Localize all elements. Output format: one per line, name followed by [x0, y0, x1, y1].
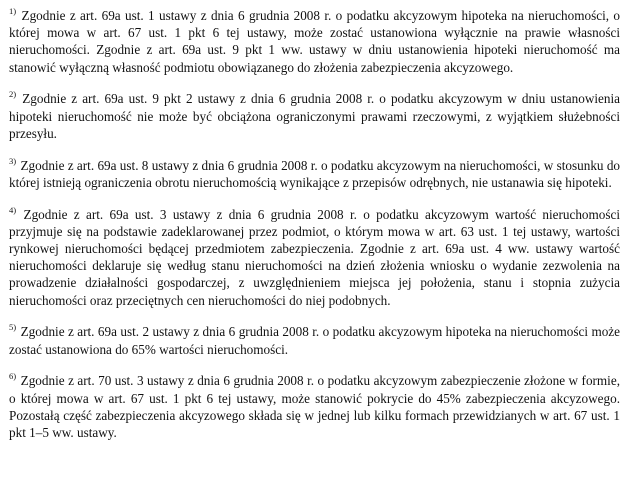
footnote-1: [9, 7, 620, 76]
footnote-marker: 5): [9, 322, 17, 333]
footnote-marker: 1): [9, 6, 17, 16]
footnote-marker: 6): [9, 371, 17, 382]
footnote-4: [9, 206, 620, 309]
footnote-5: [9, 323, 620, 357]
footnote-2: [9, 90, 620, 142]
footnote-marker: 3): [9, 155, 17, 166]
footnote-marker: 4): [9, 204, 17, 215]
footnote-text: Zgodnie z art. 69a ust. 9 pkt 2 ustawy z dnia 6 grudnia 2008 r. o podatku akcyzowym w dniu ustanowienia hipoteki nieruchomość nie może być obciążona ograniczonymi prawami rzeczowymi, z wyjątkiem służebności przesyłu.: [9, 91, 621, 141]
footnote-text: Zgodnie z art. 69a ust. 8 ustawy z dnia 6 grudnia 2008 r. o podatku akcyzowym na nieruchomości, w stosunku do której istnieją ograniczenia obrotu nieruchomością wynikające z przepisów odrębnych, nie ustanawia się hipoteki.: [9, 157, 621, 190]
footnote-marker: 2): [9, 89, 17, 100]
footnote-text: Zgodnie z art. 69a ust. 2 ustawy z dnia 6 grudnia 2008 r. o podatku akcyzowym hipoteka na nieruchomości może zostać ustanowiona do 65% wartości nieruchomości.: [9, 324, 621, 357]
footnote-text: Zgodnie z art. 69a ust. 1 ustawy z dnia 6 grudnia 2008 r. o podatku akcyzowym hipoteka na nieruchomości, o której mowa w art. 67 ust. 1 pkt 6 tej ustawy, może zostać ustanowiona wyłącznie na prawie własności nieruchomości. Zgodnie z art. 69a ust. 9 pkt 1 ww. ustawy w dniu ustanowienia hipoteki nieruchomość ma stanowić wyłączną własność podmiotu obowiązanego do złożenia zabezpieczenia akcyzowego.: [9, 8, 620, 75]
footnote-text: Zgodnie z art. 69a ust. 3 ustawy z dnia 6 grudnia 2008 r. o podatku akcyzowym wartość nieruchomości przyjmuje się na podstawie zadeklarowanej przez podmiot, o którym mowa w art. 63 ust. 1 tej ustawy, wartości rynkowej nieruchomości będącej przedmiotem zabezpieczenia. Zgodnie z art. 69a ust. 4 ww. ustawy wartość nieruchomości deklaruje się według stanu nieruchomości na dzień złożenia wniosku o wydanie zezwolenia na prowadzenie działalności gospodarczej, z uwzględnieniem miejsca jej położenia, stanu i stopnia zużycia nieruchomości oraz przeciętnych cen nieruchomości do niej podobnych.: [9, 206, 621, 308]
footnote-text: Zgodnie z art. 70 ust. 3 ustawy z dnia 6 grudnia 2008 r. o podatku akcyzowym zabezpieczenie złożone w formie, o której mowa w art. 67 ust. 1 pkt 6 tej ustawy, może stanowić pokrycie do 45% zabezpieczenia akcyzowego. Pozostałą część zabezpieczenia akcyzowego składa się w jednej lub kilku formach przewidzianych w art. 67 ust. 1 pkt 1–5 ww. ustawy.: [9, 373, 620, 441]
footnote-3: [9, 157, 620, 191]
footnote-6: [9, 372, 620, 441]
